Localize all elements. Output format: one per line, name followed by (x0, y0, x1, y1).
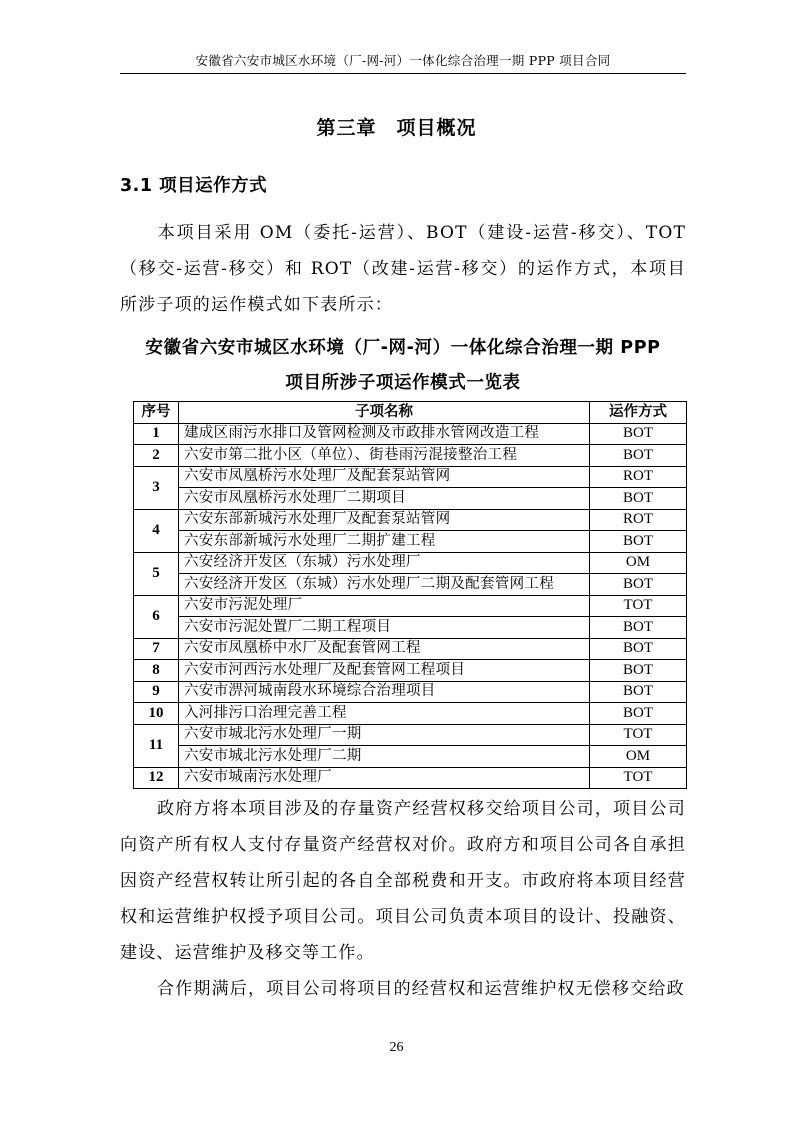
operation-mode: BOT (590, 531, 687, 553)
operation-mode: TOT (590, 767, 687, 789)
subproject-name: 六安市凤凰桥中水厂及配套管网工程 (179, 638, 590, 660)
row-number: 6 (134, 595, 179, 638)
subproject-name: 六安市第二批小区（单位）、街巷雨污混接整治工程 (179, 445, 590, 467)
table-row (134, 595, 687, 617)
table-row (134, 746, 687, 768)
operation-mode: TOT (590, 595, 687, 617)
table-row (134, 703, 687, 725)
subproject-name: 六安经济开发区（东城）污水处理厂 (179, 552, 590, 574)
row-number: 12 (134, 767, 179, 789)
table-row (134, 681, 687, 703)
subproject-name: 六安市淠河城南段水环境综合治理项目 (179, 681, 590, 703)
subproject-name: 六安市凤凰桥污水处理厂二期项目 (179, 488, 590, 510)
subproject-name: 六安市凤凰桥污水处理厂及配套泵站管网 (179, 466, 590, 488)
section-heading: 3.1 项目运作方式 (120, 176, 268, 196)
operation-mode: ROT (590, 509, 687, 531)
row-number: 4 (134, 509, 179, 552)
operation-mode: BOT (590, 445, 687, 467)
operation-mode: BOT (590, 617, 687, 639)
table-row (134, 574, 687, 596)
table-row (134, 660, 687, 682)
paragraph-transfer-text: 政府方将本项目涉及的存量资产经营权移交给项目公司，项目公司向资产所有权人支付存量资产经营权对价。政府方和项目公司各自承担因资产经营权转让所引起的各自全部税费和开支。市政府将本项目经营权和运营维护权授予项目公司。项目公司负责本项目的设计、投融资、建设、运营维护及移交等工作。 (120, 799, 686, 963)
table-row (134, 466, 687, 488)
table-row (134, 638, 687, 660)
subproject-name: 建成区雨污水排口及管网检测及市政排水管网改造工程 (179, 423, 590, 445)
operation-mode: BOT (590, 681, 687, 703)
subproject-name: 六安市城北污水处理厂一期 (179, 724, 590, 746)
table-row (134, 488, 687, 510)
row-number: 9 (134, 681, 179, 703)
subproject-name: 入河排污口治理完善工程 (179, 703, 590, 725)
chapter-title: 第三章 项目概况 (316, 117, 477, 139)
subproject-name: 六安市污泥处置厂二期工程项目 (179, 617, 590, 639)
table-header-row (134, 402, 687, 424)
operation-mode: BOT (590, 574, 687, 596)
header-name: 子项名称 (179, 402, 590, 424)
intro-paragraph-text: 本项目采用 OM（委托-运营）、BOT（建设-运营-移交）、TOT（移交-运营-移交）和 ROT（改建-运营-移交）的运作方式，本项目所涉子项的运作模式如下表所示： (120, 223, 686, 315)
operation-mode-table (133, 401, 687, 789)
subproject-name: 六安东部新城污水处理厂及配套泵站管网 (179, 509, 590, 531)
row-number: 8 (134, 660, 179, 682)
table-body (134, 423, 687, 789)
table-title-line-2: 项目所涉子项运作模式一览表 (285, 373, 521, 393)
operation-mode: BOT (590, 660, 687, 682)
row-number: 1 (134, 423, 179, 445)
operation-mode: ROT (590, 466, 687, 488)
subproject-name: 六安经济开发区（东城）污水处理厂二期及配套管网工程 (179, 574, 590, 596)
row-number: 11 (134, 724, 179, 767)
table-row (134, 423, 687, 445)
table-title-line-1: 安徽省六安市城区水环境（厂-网-河）一体化综合治理一期 PPP (145, 338, 661, 358)
table-row (134, 617, 687, 639)
operation-mode: BOT (590, 423, 687, 445)
subproject-name: 六安市城南污水处理厂 (179, 767, 590, 789)
row-number: 5 (134, 552, 179, 595)
row-number: 7 (134, 638, 179, 660)
operation-mode: OM (590, 746, 687, 768)
operation-mode: BOT (590, 703, 687, 725)
header-no: 序号 (134, 402, 179, 424)
table-row (134, 724, 687, 746)
operation-mode: BOT (590, 488, 687, 510)
header-divider (120, 73, 686, 74)
header-mode: 运作方式 (590, 402, 687, 424)
table-row (134, 509, 687, 531)
paragraph-transfer (120, 791, 686, 971)
intro-paragraph (120, 215, 686, 323)
table-row (134, 445, 687, 467)
operation-mode: BOT (590, 638, 687, 660)
subproject-name: 六安市城北污水处理厂二期 (179, 746, 590, 768)
operation-mode: OM (590, 552, 687, 574)
paragraph-expiry-text: 合作期满后，项目公司将项目的经营权和运营维护权无偿移交给政 (157, 979, 685, 999)
row-number: 10 (134, 703, 179, 725)
table-row (134, 531, 687, 553)
operation-mode: TOT (590, 724, 687, 746)
subproject-name: 六安市污泥处理厂 (179, 595, 590, 617)
subproject-name: 六安市河西污水处理厂及配套管网工程项目 (179, 660, 590, 682)
table-row (134, 767, 687, 789)
subproject-name: 六安东部新城污水处理厂二期扩建工程 (179, 531, 590, 553)
row-number: 3 (134, 466, 179, 509)
table-row (134, 552, 687, 574)
paragraph-expiry (120, 971, 686, 1007)
page-number: 26 (389, 1040, 404, 1055)
running-header: 安徽省六安市城区水环境（厂-网-河）一体化综合治理一期 PPP 项目合同 (195, 53, 611, 68)
row-number: 2 (134, 445, 179, 467)
